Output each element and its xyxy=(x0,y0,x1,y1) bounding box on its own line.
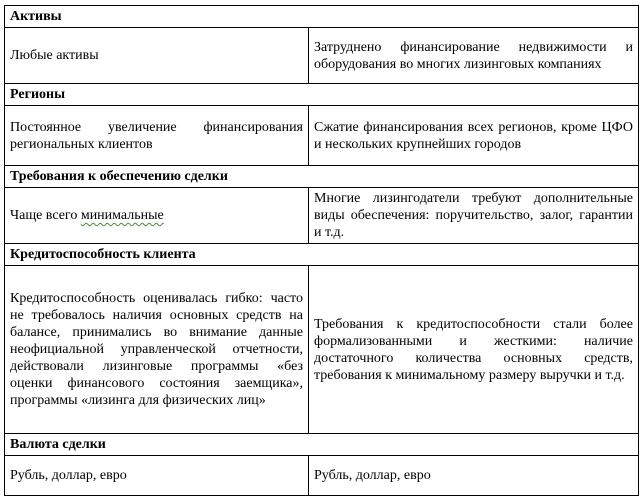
cell-currency-left: Рубль, доллар, евро xyxy=(5,456,309,496)
section-heading-currency: Валюта сделки xyxy=(5,434,639,456)
cell-security-right: Многие лизингодатели требуют дополнительные виды обеспечения: поручительство, залог, гарантии и т.д. xyxy=(309,188,639,244)
cell-credit-left: Кредитоспособность оценивалась гибко: часто не требовалось наличия основных средств на балансе, принимались во внимание данные неофициальной управленческой отчетности, действовали лизинговые программы «без оценки финансового состояния заемщика», программы «лизинга для физических лиц» xyxy=(5,266,309,434)
section-header-row xyxy=(5,6,639,28)
section-header-row xyxy=(5,84,639,106)
spellcheck-underlined-word: минимальные xyxy=(80,208,164,223)
cell-credit-right: Требования к кредитоспособности стали более формализованными и жесткими: наличие достаточного количества основных средств, требования к минимальному размеру выручки и т.д. xyxy=(309,266,639,434)
cell-regions-right: Сжатие финансирования всех регионов, кроме ЦФО и нескольких крупнейших городов xyxy=(309,106,639,166)
comparison-table xyxy=(4,5,639,496)
table-row xyxy=(5,188,639,244)
table-row xyxy=(5,106,639,166)
section-header-row xyxy=(5,166,639,188)
cell-security-left xyxy=(5,188,309,244)
section-heading-security: Требования к обеспечению сделки xyxy=(5,166,639,188)
table-row xyxy=(5,266,639,434)
section-heading-credit: Кредитоспособность клиента xyxy=(5,244,639,266)
cell-security-left-prefix: Чаще всего xyxy=(10,208,81,223)
table-row xyxy=(5,456,639,496)
cell-assets-right: Затруднено финансирование недвижимости и оборудования во многих лизинговых компаниях xyxy=(309,28,639,84)
table-row xyxy=(5,28,639,84)
cell-currency-right: Рубль, доллар, евро xyxy=(309,456,639,496)
cell-regions-left: Постоянное увеличение финансирования региональных клиентов xyxy=(5,106,309,166)
cell-assets-left: Любые активы xyxy=(5,28,309,84)
section-heading-regions: Регионы xyxy=(5,84,639,106)
section-header-row xyxy=(5,434,639,456)
section-header-row xyxy=(5,244,639,266)
section-heading-assets: Активы xyxy=(5,6,639,28)
